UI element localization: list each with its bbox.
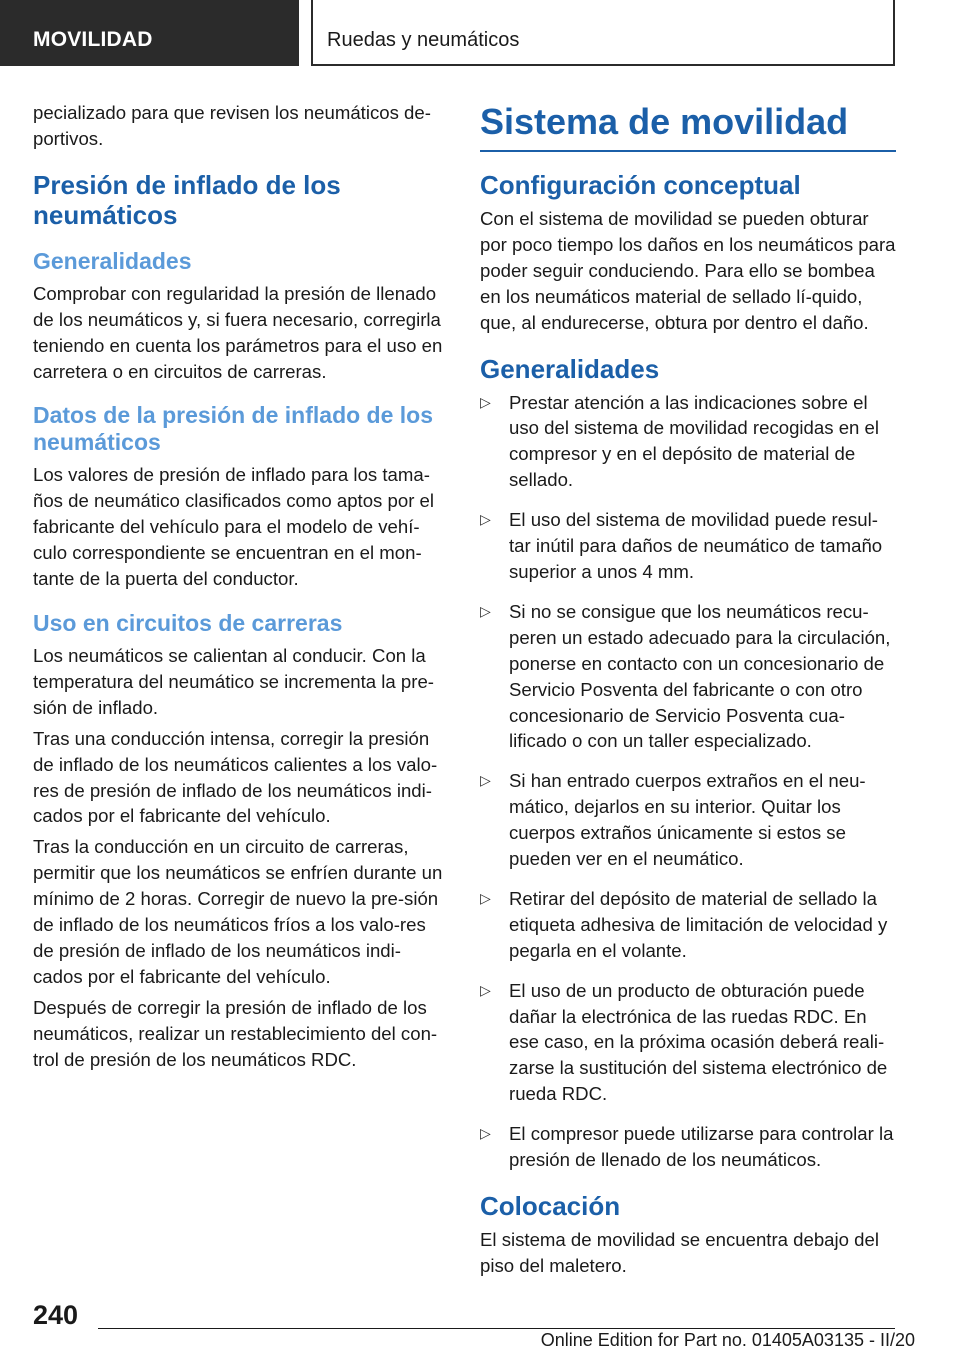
- list-item: ▷ Si han entrado cuerpos extraños en el neu-mático, dejarlos en su interior. Quitar los cuerpos extraños únicamente si estos se pueden ver en el neumático.: [480, 770, 866, 870]
- header-chapter-label: Ruedas y neumáticos: [327, 29, 520, 51]
- triangle-bullet-icon: ▷: [480, 981, 491, 998]
- heading-generalidades-right: Generalidades: [480, 353, 660, 384]
- list-item: ▷ Retirar del depósito de material de sellado la etiqueta adhesiva de limitación de velocidad y pegarla en el volante.: [480, 887, 888, 961]
- list-item: ▷ El compresor puede utilizarse para controlar la presión de llenado de los neumáticos.: [480, 1123, 894, 1171]
- list-item: ▷ Prestar atención a las indicaciones sobre el uso del sistema de movilidad recogidas en el compresor y en el depósito de material de sellado.: [480, 391, 880, 491]
- heading-race-track-use: Uso en circuitos de carreras: [33, 609, 343, 636]
- main-title-mobility-system: Sistema de movilidad: [480, 100, 896, 152]
- race-track-paragraph-1: Los neumáticos se calientan al conducir. Con la temperatura del neumático se incrementa la pre-sión de inflado.: [33, 644, 435, 718]
- placement-paragraph: El sistema de movilidad se encuentra debajo del piso del maletero.: [480, 1229, 879, 1276]
- bullet-list: [480, 390, 896, 1173]
- race-track-paragraph-2: Tras una conducción intensa, corregir la presión de inflado de los neumáticos calientes a los valo-res de presión de inflado de los neumáticos indi-cados por el fabricante del vehículo.: [33, 727, 438, 827]
- triangle-bullet-icon: ▷: [480, 511, 491, 528]
- triangle-bullet-icon: ▷: [480, 393, 491, 410]
- race-track-paragraph-4: Después de corregir la presión de inflado de los neumáticos, realizar un restablecimiento del con-trol de presión de los neumáticos RDC.: [33, 996, 438, 1070]
- triangle-bullet-icon: ▷: [480, 772, 491, 789]
- list-item: ▷ El uso de un producto de obturación puede dañar la electrónica de las ruedas RDC. En ese caso, en la próxima ocasión deberá reali-zarse la sustitución del sistema electrónico de rueda RDC.: [480, 979, 888, 1105]
- triangle-bullet-icon: ▷: [480, 1125, 491, 1142]
- triangle-bullet-icon: ▷: [480, 889, 491, 906]
- heading-concept: Configuración conceptual: [480, 170, 801, 200]
- pressure-data-paragraph: Los valores de presión de inflado para los tama-ños de neumático clasificados como aptos por el fabricante del vehículo para el modelo de vehí-culo correspondiente se encuentran en el mon-tante de la puerta del conductor.: [33, 464, 435, 590]
- list-item: ▷ El uso del sistema de movilidad puede resul-tar inútil para daños de neumático de tamaño superior a unos 4 mm.: [480, 509, 883, 582]
- page-number: 240: [33, 1300, 79, 1330]
- header-chapter-tab: [311, 0, 895, 66]
- triangle-bullet-icon: ▷: [480, 602, 491, 619]
- heading-generalidades: Generalidades: [33, 247, 192, 274]
- intro-paragraph: pecializado para que revisen los neumáticos de-portivos.: [33, 102, 431, 149]
- section-title-tire-pressure: Presión de inflado de los neumáticos: [33, 169, 341, 230]
- right-column: [480, 100, 896, 1284]
- generalidades-paragraph: Comprobar con regularidad la presión de llenado de los neumáticos y, si fuera necesario, corregirla teniendo en cuenta los parámetros para el uso en carretera o en circuitos de carreras.: [33, 282, 443, 382]
- heading-pressure-data: Datos de la presión de inflado de los neumáticos: [33, 402, 434, 456]
- header-section-label: MOVILIDAD: [33, 28, 153, 51]
- concept-paragraph: Con el sistema de movilidad se pueden obturar por poco tiempo los daños en los neumáticos para poder seguir conduciendo. Para ello se bombea en los neumáticos material de sellado lí-quido, que, al endurecerse, obtura por dentro el daño.: [480, 208, 896, 333]
- footer-edition-text: Online Edition for Part no. 01405A03135 - II/20: [540, 1330, 915, 1350]
- heading-placement: Colocación: [480, 1191, 621, 1221]
- left-column: [33, 100, 447, 1077]
- race-track-paragraph-3: Tras la conducción en un circuito de carreras, permitir que los neumáticos se enfríen durante un mínimo de 2 horas. Corregir de nuevo la pre-sión de inflado de los neumáticos fríos a los valo-res de presión de inflado de los neumáticos indi-cados por el fabricante del vehículo.: [33, 836, 443, 987]
- footer-divider: [98, 1328, 895, 1329]
- list-item: ▷ Si no se consigue que los neumáticos recu-peren un estado adecuado para la circulación, ponerse en contacto con un concesionario de Servicio Posventa del fabricante o con otro concesionario de Servicio Posventa cua-lificado o con un taller especializado.: [480, 600, 891, 752]
- header-section-tab: [0, 0, 299, 66]
